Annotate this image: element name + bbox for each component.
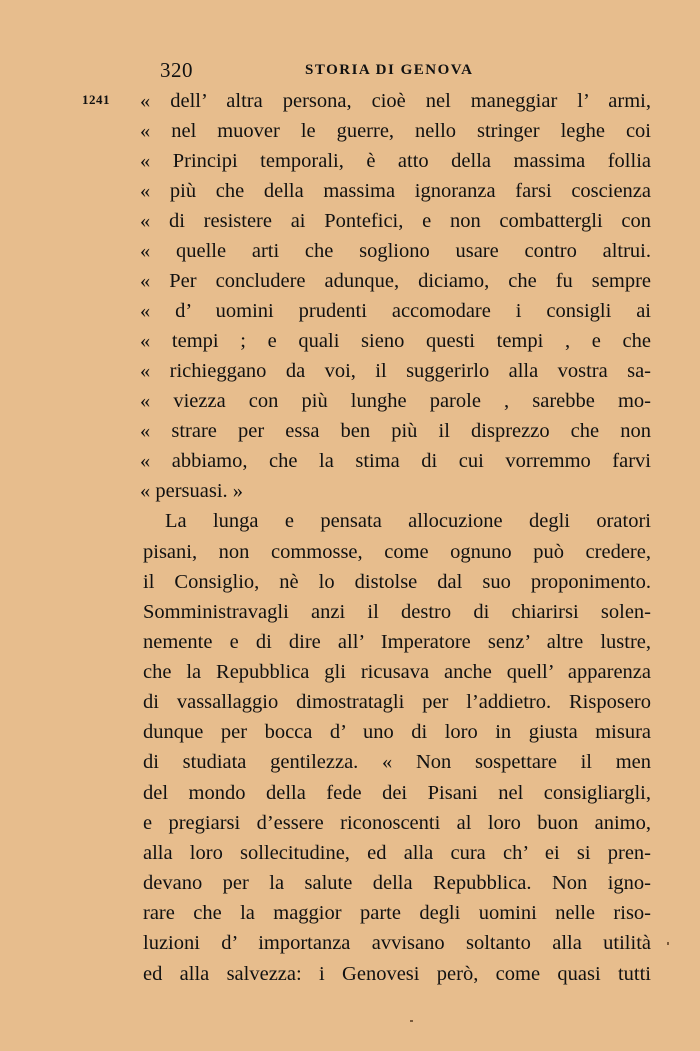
text-line: « dell’ altra persona, cioè nel maneggiar l’ armi, xyxy=(140,90,651,112)
text-line: e pregiarsi d’essere riconoscenti al loro buon animo, xyxy=(143,812,651,834)
text-line: « nel muover le guerre, nello stringer leghe coi xyxy=(140,120,651,142)
text-line: il Consiglio, nè lo distolse dal suo proponimento. xyxy=(143,571,651,593)
text-line: « richieggano da voi, il suggerirlo alla vostra sa- xyxy=(140,360,651,382)
text-line: pisani, non commosse, come ognuno può credere, xyxy=(143,541,651,563)
page-number: 320 xyxy=(160,58,193,82)
text-line: « quelle arti che sogliono usare contro altrui. xyxy=(140,240,651,262)
text-line: « strare per essa ben più il disprezzo che non xyxy=(140,420,651,442)
text-line: rare che la maggior parte degli uomini nelle riso- xyxy=(143,902,651,924)
text-line: « d’ uomini prudenti accomodare i consigli ai xyxy=(140,300,651,322)
text-line: La lunga e pensata allocuzione degli oratori xyxy=(165,510,651,532)
text-line: di vassallaggio dimostratagli per l’addietro. Risposero xyxy=(143,691,651,713)
running-title: STORIA DI GENOVA xyxy=(305,62,474,78)
text-line: Somministravagli anzi il destro di chiarirsi solen- xyxy=(143,601,651,623)
text-line: dunque per bocca d’ uno di loro in giusta misura xyxy=(143,721,651,743)
margin-year-note: 1241 xyxy=(82,92,110,107)
text-line: di studiata gentilezza. « Non sospettare il men xyxy=(143,751,651,773)
page-header xyxy=(160,58,650,84)
paper-speck xyxy=(410,1020,413,1022)
text-line: « persuasi. » xyxy=(140,480,244,502)
text-line: luzioni d’ importanza avvisano soltanto alla utilità xyxy=(143,932,651,954)
text-line: « Principi temporali, è atto della massima follia xyxy=(140,150,651,172)
text-line: ed alla salvezza: i Genovesi però, come quasi tutti xyxy=(143,963,651,985)
text-line: che la Repubblica gli ricusava anche quell’ apparenza xyxy=(143,661,651,683)
text-line: « tempi ; e quali sieno questi tempi , e che xyxy=(140,330,651,352)
text-line: nemente e di dire all’ Imperatore senz’ altre lustre, xyxy=(143,631,651,653)
paper-speck xyxy=(667,942,669,945)
text-line: alla loro sollecitudine, ed alla cura ch’ ei si pren- xyxy=(143,842,651,864)
text-line: « più che della massima ignoranza farsi coscienza xyxy=(140,180,651,202)
text-line: devano per la salute della Repubblica. Non igno- xyxy=(143,872,651,894)
text-line: « Per concludere adunque, diciamo, che fu sempre xyxy=(140,270,651,292)
text-line: del mondo della fede dei Pisani nel consigliargli, xyxy=(143,782,651,804)
text-line: « viezza con più lunghe parole , sarebbe mo- xyxy=(140,390,651,412)
text-line: « di resistere ai Pontefici, e non combattergli con xyxy=(140,210,651,232)
text-line: « abbiamo, che la stima di cui vorremmo farvi xyxy=(140,450,651,472)
